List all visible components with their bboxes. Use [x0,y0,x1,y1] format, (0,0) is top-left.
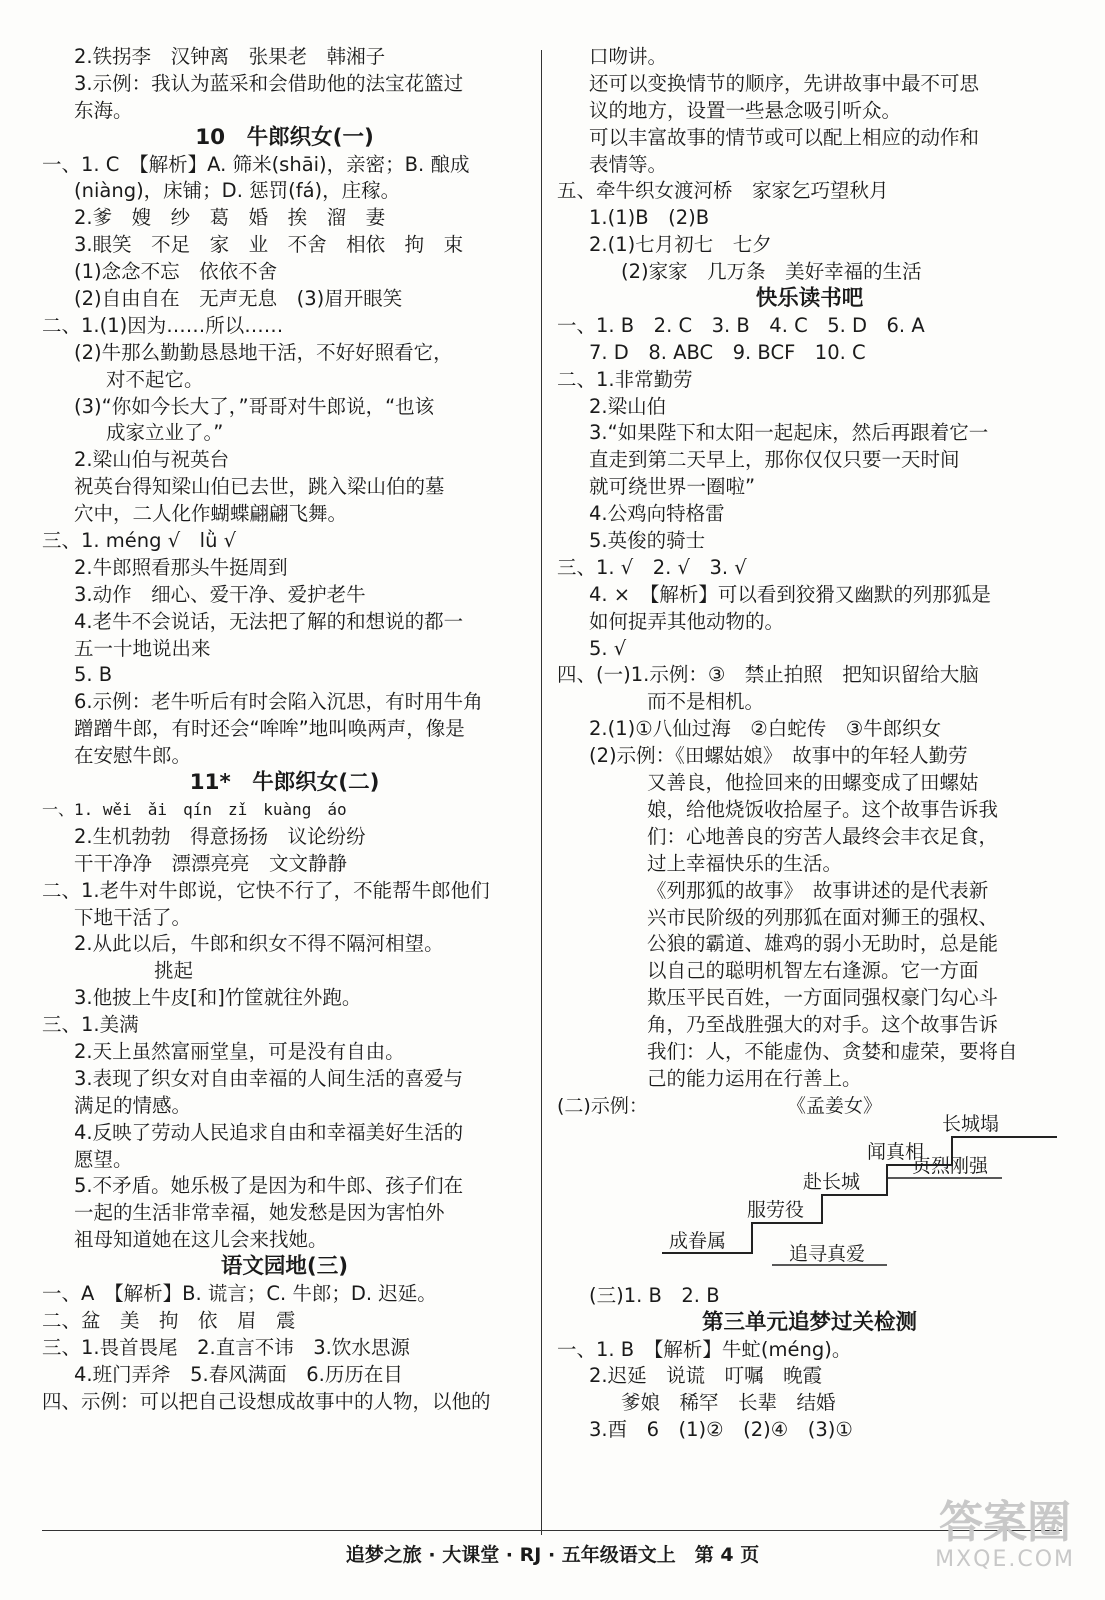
answer-line: 一、A 【解析】B. 谎言；C. 牛郎；D. 迟延。 [42,1281,437,1305]
right-column-bottom [557,1283,1062,1444]
answer-line: 公狼的霸道、雄鸡的弱小无助时，总是能 [647,932,999,956]
answer-line: 3.“如果陛下和太阳一起起床，然后再跟着它一 [589,421,989,445]
answer-line: 2.生机勃勃 得意扬扬 议论纷纷 [74,824,366,848]
answer-line: 如何捉弄其他动物的。 [589,609,785,633]
answer-line: 以自己的聪明机智左右逢源。它一方面 [647,959,979,983]
section-heading: 11* 牛郎织女(二) [189,770,380,796]
answer-line: 3.他披上牛皮[和]竹筐就往外跑。 [74,986,362,1010]
answer-line: 一、1. B 2. C 3. B 4. C 5. D 6. A [557,313,925,337]
answer-line: 三、1.美满 [42,1013,139,1037]
answer-line: 又善良，他捡回来的田螺变成了田螺姑 [647,771,979,795]
answer-line: 3.眼笑 不足 家 业 不舍 相依 拘 束 [74,233,464,257]
answer-line: 5.英俊的骑士 [589,529,706,553]
diagram-step-3: 赴长城 [803,1170,861,1193]
footer-rule [42,1530,1062,1531]
answer-line: 二、1.(1)因为……所以…… [42,313,284,337]
answer-line: 过上幸福快乐的生活。 [647,851,843,875]
answer-line: 二、盆 美 拘 依 眉 震 [42,1308,296,1332]
answer-line: 三、1.畏首畏尾 2.直言不讳 3.饮水思源 [42,1335,410,1359]
answer-line: 3.表现了织女对自由幸福的人间生活的喜爱与 [74,1066,464,1090]
answer-line: 二、1.老牛对牛郎说，它快不行了，不能帮牛郎他们 [42,878,490,902]
answer-line: 一起的生活非常幸福，她发愁是因为害怕外 [74,1201,445,1225]
answer-line: 己的能力运用在行善上。 [647,1066,862,1090]
answer-line: 表情等。 [589,152,668,176]
answer-line: 可以丰富故事的情节或可以配上相应的动作和 [589,125,980,149]
answer-line: 祖母知道她在这儿会来找她。 [74,1228,328,1252]
answer-line: 5. B [74,663,113,687]
answer-line: 满足的情感。 [74,1093,192,1117]
answer-line: 五一十地说出来 [74,636,211,660]
answer-line: 4.班门弄斧 5.春风满面 6.历历在目 [74,1362,403,1386]
diagram-step-4: 闻真相 [867,1140,925,1163]
answer-line: 3.动作 细心、爱干净、爱护老牛 [74,582,366,606]
diagram-trait-2: 贞烈刚强 [912,1154,989,1177]
answer-line: 口吻讲。 [589,45,668,68]
answer-line: 对不起它。 [106,367,204,391]
answer-line: 2.爹 嫂 纱 葛 婚 挨 溜 妻 [74,206,386,230]
answer-line: 3.酉 6 (1)② (2)④ (3)① [589,1418,853,1442]
answer-line: 2.从此以后，牛郎和织女不得不隔河相望。 [74,932,444,956]
answer-line: 2.(1)①八仙过海 ②白蛇传 ③牛郎织女 [589,717,942,741]
answer-line: 在安慰牛郎。 [74,744,192,768]
answer-line: 祝英台得知梁山伯已去世，跳入梁山伯的墓 [74,475,445,499]
answer-line: 欺压平民百姓，一方面同强权豪门勾心斗 [647,986,999,1010]
answer-line: 下地干活了。 [74,905,192,929]
column-divider [541,50,542,1535]
answer-line: 穴中，二人化作蝴蝶翩翩飞舞。 [74,502,348,526]
answer-line: (2)示例：《田螺姑娘》 故事中的年轻人勤劳 [589,744,968,768]
answer-line: (2)自由自在 无声无息 (3)眉开眼笑 [74,287,403,311]
answer-line: 4.公鸡向特格雷 [589,502,725,526]
answer-line: 东海。 [74,98,133,122]
diagram-step-5: 长城塌 [942,1112,1000,1135]
answer-line: 们：心地善良的穷苦人最终会丰衣足食， [647,824,999,848]
answer-line: 议的地方，设置一些悬念吸引听众。 [589,98,902,122]
answer-line: (niàng)，床铺；D. 惩罚(fá)，庄稼。 [74,179,401,203]
answer-line: 成家立业了。” [106,421,224,445]
answer-line: 2.迟延 说谎 叮嘱 晚霞 [589,1364,823,1388]
answer-line: 三、1. méng √ lǜ √ [42,529,237,553]
answer-line: 而不是相机。 [647,690,765,714]
diagram-step-1: 成眷属 [669,1229,727,1252]
answer-line: 2.铁拐李 汉钟离 张果老 韩湘子 [74,45,386,68]
answer-line: 5. √ [589,636,627,660]
watermark [935,1499,1075,1572]
staircase-diagram [557,1093,1062,1283]
answer-line: 直走到第二天早上，那你仅仅只要一天时间 [589,448,960,472]
answer-line: 我们：人，不能虚伪、贪婪和虚荣，要将自 [647,1039,1018,1063]
footer-text: 追梦之旅 · 大课堂 · RJ · 五年级语文上 第 4 页 [345,1544,760,1566]
answer-line: 角，乃至战胜强大的对手。这个故事告诉 [647,1013,999,1037]
answer-line: 一、1. wěi ǎi qín zǐ kuàng áo [42,799,347,819]
answer-line: 4.老牛不会说话，无法把了解的和想说的都一 [74,609,464,633]
answer-line: 爹娘 稀罕 长辈 结婚 [621,1391,836,1415]
answer-line: (2)家家 几万条 美好幸福的生活 [621,260,922,284]
answer-line: 二、1.非常勤劳 [557,367,693,391]
watermark-text: 答案圈 [939,1497,1072,1548]
answer-line: 1.(1)B (2)B [589,206,710,230]
answer-line: 愿望。 [74,1147,133,1171]
left-column [42,44,527,1415]
answer-line: 挑起 [154,959,194,983]
answer-line: 7. D 8. ABC 9. BCF 10. C [589,340,866,364]
answer-line: 三、1. √ 2. √ 3. √ [557,555,747,579]
diagram-trait-1: 追寻真爱 [789,1242,866,1265]
answer-line: 一、1. B 【解析】牛虻(méng)。 [557,1337,852,1361]
watermark-url: MXQE.COM [935,1547,1075,1572]
diagram-prefix: (二)示例： [557,1094,648,1117]
answer-line: 《列那狐的故事》 故事讲述的是代表新 [647,878,989,902]
right-column [557,44,1062,1444]
section-heading: 语文园地(三) [220,1254,349,1280]
diagram-step-2: 服劳役 [747,1198,805,1221]
answer-line: 2.梁山伯与祝英台 [74,448,230,472]
diagram-title: 《孟姜女》 [787,1094,883,1117]
answer-line: 一、1. C 【解析】A. 筛米(shāi)，亲密；B. 酿成 [42,152,470,176]
right-column-top [557,44,1062,1093]
answer-line: (1)念念不忘 依依不舍 [74,260,278,284]
answer-line: 3.示例：我认为蓝采和会借助他的法宝花篮过 [74,71,464,95]
answer-line: 就可绕世界一圈啦” [589,475,756,499]
answer-line: 兴市民阶级的列那狐在面对狮王的强权、 [647,905,999,929]
answer-line: 四、(一)1.示例：③ 禁止拍照 把知识留给大脑 [557,663,979,687]
answer-line: 2.(1)七月初七 七夕 [589,233,772,257]
answer-line: 娘，给他烧饭收拾屋子。这个故事告诉我 [647,797,999,821]
answer-line: 2.梁山伯 [589,394,667,418]
answer-line: (2)牛那么勤勤恳恳地干活，不好好照看它， [74,340,453,364]
section-heading: 10 牛郎织女(一) [195,124,374,150]
answer-line: 6.示例：老牛听后有时会陷入沉思，有时用牛角 [74,690,483,714]
answer-line: 五、牵牛织女渡河桥 家家乞巧望秋月 [557,179,889,203]
answer-line: 四、示例：可以把自己设想成故事中的人物，以他的 [42,1389,491,1413]
answer-line: 2.天上虽然富丽堂皇，可是没有自由。 [74,1039,405,1063]
section-heading: 快乐读书吧 [755,286,864,312]
answer-line: 还可以变换情节的顺序，先讲故事中最不可思 [589,71,980,95]
answer-line: 蹭蹭牛郎，有时还会“哞哞”地叫唤两声，像是 [74,717,465,741]
answer-line: (三)1. B 2. B [589,1283,720,1307]
answer-line: 5.不矛盾。她乐极了是因为和牛郎、孩子们在 [74,1174,464,1198]
answer-line: 干干净净 漂漂亮亮 文文静静 [74,851,348,875]
answer-line: (3)“你如今长大了，”哥哥对牛郎说，“也该 [74,394,435,418]
answer-line: 2.牛郎照看那头牛挺周到 [74,555,288,579]
answer-line: 4.反映了劳动人民追求自由和幸福美好生活的 [74,1120,464,1144]
section-heading: 第三单元追梦过关检测 [701,1309,917,1335]
answer-line: 4. × 【解析】可以看到狡猾又幽默的列那狐是 [589,582,991,606]
